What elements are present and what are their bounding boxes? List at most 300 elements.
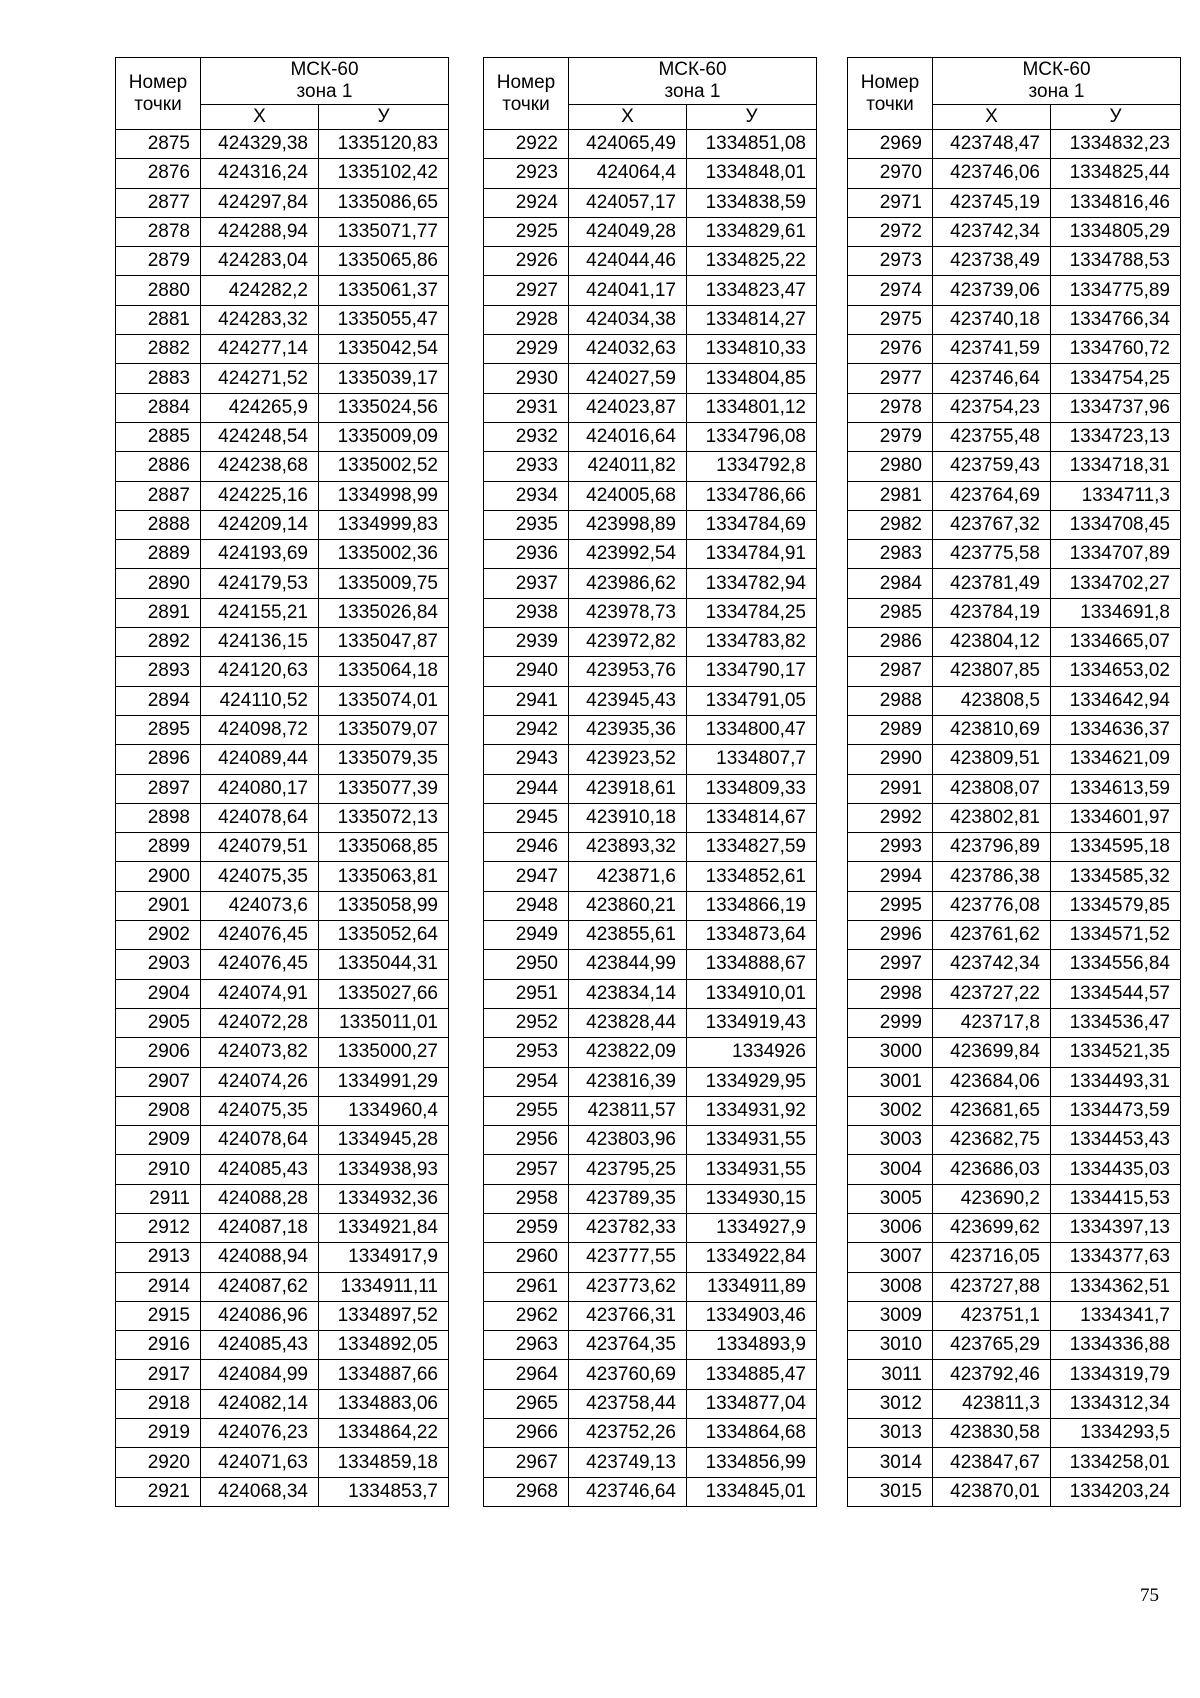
- x-cell: 423811,57: [569, 1096, 687, 1125]
- point-number-cell: 2984: [848, 569, 933, 598]
- y-cell: 1334804,85: [687, 364, 817, 393]
- y-cell: 1334711,3: [1051, 481, 1181, 510]
- table-row: [116, 217, 449, 246]
- x-cell: 423796,89: [933, 833, 1051, 862]
- x-cell: 423816,39: [569, 1067, 687, 1096]
- x-cell: 423754,23: [933, 393, 1051, 422]
- table-row: [484, 217, 817, 246]
- point-number-cell: 2882: [116, 335, 201, 364]
- table-row: [848, 686, 1181, 715]
- table-row: [848, 364, 1181, 393]
- y-cell: 1334829,61: [687, 217, 817, 246]
- x-cell: 423844,99: [569, 950, 687, 979]
- point-number-cell: 2903: [116, 950, 201, 979]
- x-cell: 424057,17: [569, 188, 687, 217]
- x-cell: 424071,63: [201, 1448, 319, 1477]
- table-row: [484, 1419, 817, 1448]
- y-cell: 1334621,09: [1051, 745, 1181, 774]
- x-cell: 424065,49: [569, 130, 687, 159]
- table-row: [848, 1126, 1181, 1155]
- table-row: [848, 188, 1181, 217]
- x-cell: 423855,61: [569, 921, 687, 950]
- y-cell: 1334707,89: [1051, 540, 1181, 569]
- y-cell: 1334691,8: [1051, 598, 1181, 627]
- table-row: [116, 686, 449, 715]
- x-header: X: [933, 105, 1051, 130]
- x-cell: 423765,29: [933, 1331, 1051, 1360]
- x-cell: 424027,59: [569, 364, 687, 393]
- table-row: [116, 1008, 449, 1037]
- x-cell: 423789,35: [569, 1184, 687, 1213]
- x-cell: 424076,45: [201, 950, 319, 979]
- point-number-cell: 2918: [116, 1389, 201, 1418]
- point-number-cell: 2935: [484, 510, 569, 539]
- point-number-cell: 2899: [116, 833, 201, 862]
- y-cell: 1335052,64: [319, 921, 449, 950]
- x-cell: 423910,18: [569, 803, 687, 832]
- y-cell: 1335061,37: [319, 276, 449, 305]
- table-row: [484, 540, 817, 569]
- y-cell: 1334415,53: [1051, 1184, 1181, 1213]
- y-cell: 1335055,47: [319, 305, 449, 334]
- y-cell: 1334556,84: [1051, 950, 1181, 979]
- y-cell: 1334760,72: [1051, 335, 1181, 364]
- y-cell: 1334784,69: [687, 510, 817, 539]
- x-cell: 423781,49: [933, 569, 1051, 598]
- point-number-cell: 2920: [116, 1448, 201, 1477]
- y-cell: 1334814,67: [687, 803, 817, 832]
- y-cell: 1334642,94: [1051, 686, 1181, 715]
- table-row: [848, 1213, 1181, 1242]
- x-cell: 423809,51: [933, 745, 1051, 774]
- table-row: [848, 569, 1181, 598]
- point-number-cell: 2978: [848, 393, 933, 422]
- y-cell: 1335009,09: [319, 422, 449, 451]
- y-cell: 1334493,31: [1051, 1067, 1181, 1096]
- table-row: [484, 1389, 817, 1418]
- point-number-cell: 2878: [116, 217, 201, 246]
- y-cell: 1334783,82: [687, 628, 817, 657]
- table-row: [116, 803, 449, 832]
- table-row: [848, 247, 1181, 276]
- y-cell: 1335068,85: [319, 833, 449, 862]
- y-cell: 1334796,08: [687, 422, 817, 451]
- x-cell: 423808,07: [933, 774, 1051, 803]
- x-cell: 424032,63: [569, 335, 687, 364]
- table-row: [848, 1008, 1181, 1037]
- y-header: У: [687, 105, 817, 130]
- table-row: [848, 1038, 1181, 1067]
- table-row: [116, 657, 449, 686]
- point-number-cell: 2887: [116, 481, 201, 510]
- table-row: [484, 686, 817, 715]
- y-header: У: [1051, 105, 1181, 130]
- table-row: [116, 393, 449, 422]
- x-cell: 423684,06: [933, 1067, 1051, 1096]
- y-cell: 1334665,07: [1051, 628, 1181, 657]
- table-row: [116, 1272, 449, 1301]
- x-cell: 423745,19: [933, 188, 1051, 217]
- point-number-cell: 2965: [484, 1389, 569, 1418]
- point-number-cell: 2928: [484, 305, 569, 334]
- x-cell: 423741,59: [933, 335, 1051, 364]
- table-row: [484, 247, 817, 276]
- y-cell: 1334845,01: [687, 1477, 817, 1506]
- y-cell: 1334792,8: [687, 452, 817, 481]
- point-number-cell: 2883: [116, 364, 201, 393]
- x-cell: 424005,68: [569, 481, 687, 510]
- y-cell: 1334838,59: [687, 188, 817, 217]
- x-cell: 424084,99: [201, 1360, 319, 1389]
- y-cell: 1334544,57: [1051, 979, 1181, 1008]
- table-row: [484, 569, 817, 598]
- x-cell: 424086,96: [201, 1301, 319, 1330]
- x-cell: 423972,82: [569, 628, 687, 657]
- y-cell: 1334653,02: [1051, 657, 1181, 686]
- table-row: [848, 130, 1181, 159]
- table-row: [116, 921, 449, 950]
- point-number-cell: 2994: [848, 862, 933, 891]
- table-row: [848, 1184, 1181, 1213]
- table-row: [848, 422, 1181, 451]
- point-number-cell: 2950: [484, 950, 569, 979]
- table-row: [116, 774, 449, 803]
- y-cell: 1334571,52: [1051, 921, 1181, 950]
- y-cell: 1334922,84: [687, 1243, 817, 1272]
- x-cell: 424316,24: [201, 159, 319, 188]
- x-cell: 423739,06: [933, 276, 1051, 305]
- point-number-cell: 2990: [848, 745, 933, 774]
- point-number-cell: 2900: [116, 862, 201, 891]
- point-number-cell: 2955: [484, 1096, 569, 1125]
- y-cell: 1335047,87: [319, 628, 449, 657]
- x-cell: 423802,81: [933, 803, 1051, 832]
- table-row: [848, 891, 1181, 920]
- point-number-cell: 2906: [116, 1038, 201, 1067]
- point-number-cell: 2932: [484, 422, 569, 451]
- y-cell: 1334866,19: [687, 891, 817, 920]
- x-cell: 423764,69: [933, 481, 1051, 510]
- point-number-cell: 3000: [848, 1038, 933, 1067]
- y-cell: 1335027,66: [319, 979, 449, 1008]
- x-cell: 424089,44: [201, 745, 319, 774]
- point-number-cell: 2879: [116, 247, 201, 276]
- table-row: [848, 217, 1181, 246]
- x-cell: 423871,6: [569, 862, 687, 891]
- point-number-cell: 2890: [116, 569, 201, 598]
- y-cell: 1334864,68: [687, 1419, 817, 1448]
- x-cell: 423742,34: [933, 950, 1051, 979]
- x-cell: 423751,1: [933, 1301, 1051, 1330]
- y-cell: 1334312,34: [1051, 1389, 1181, 1418]
- y-cell: 1335079,35: [319, 745, 449, 774]
- x-cell: 423992,54: [569, 540, 687, 569]
- table-row: [484, 1126, 817, 1155]
- point-number-cell: 2941: [484, 686, 569, 715]
- y-cell: 1334893,9: [687, 1331, 817, 1360]
- y-cell: 1334931,55: [687, 1155, 817, 1184]
- table-row: [484, 276, 817, 305]
- point-number-cell: 2988: [848, 686, 933, 715]
- table-row: [116, 1301, 449, 1330]
- y-cell: 1335086,65: [319, 188, 449, 217]
- x-cell: 423986,62: [569, 569, 687, 598]
- point-number-cell: 2880: [116, 276, 201, 305]
- point-number-cell: 2917: [116, 1360, 201, 1389]
- y-cell: 1334293,5: [1051, 1419, 1181, 1448]
- table-row: [848, 1272, 1181, 1301]
- table-row: [116, 1243, 449, 1272]
- x-cell: 423716,05: [933, 1243, 1051, 1272]
- x-cell: 423727,88: [933, 1272, 1051, 1301]
- table-row: [484, 1038, 817, 1067]
- table-row: [116, 510, 449, 539]
- point-number-cell: 2934: [484, 481, 569, 510]
- table-row: [848, 1067, 1181, 1096]
- x-cell: 423803,96: [569, 1126, 687, 1155]
- point-number-cell: 2948: [484, 891, 569, 920]
- y-cell: 1335009,75: [319, 569, 449, 598]
- x-cell: 424080,17: [201, 774, 319, 803]
- x-cell: 423792,46: [933, 1360, 1051, 1389]
- table-row: [484, 510, 817, 539]
- point-number-cell: 2881: [116, 305, 201, 334]
- point-number-cell: 3007: [848, 1243, 933, 1272]
- y-cell: 1334903,46: [687, 1301, 817, 1330]
- point-number-cell: 3011: [848, 1360, 933, 1389]
- point-number-cell: 2926: [484, 247, 569, 276]
- point-number-cell: 3010: [848, 1331, 933, 1360]
- point-number-cell: 2886: [116, 452, 201, 481]
- x-cell: 423860,21: [569, 891, 687, 920]
- x-cell: 423755,48: [933, 422, 1051, 451]
- y-cell: 1335011,01: [319, 1008, 449, 1037]
- point-number-cell: 2979: [848, 422, 933, 451]
- point-number-cell: 2966: [484, 1419, 569, 1448]
- x-cell: 423808,5: [933, 686, 1051, 715]
- x-cell: 423738,49: [933, 247, 1051, 276]
- table-row: [484, 452, 817, 481]
- table-row: [484, 1448, 817, 1477]
- y-cell: 1334827,59: [687, 833, 817, 862]
- y-cell: 1334853,7: [319, 1477, 449, 1506]
- y-cell: 1335002,36: [319, 540, 449, 569]
- x-cell: 423953,76: [569, 657, 687, 686]
- point-number-cell: 2911: [116, 1184, 201, 1213]
- point-number-cell: 2904: [116, 979, 201, 1008]
- table-row: [484, 891, 817, 920]
- y-cell: 1334636,37: [1051, 715, 1181, 744]
- x-cell: 424085,43: [201, 1331, 319, 1360]
- coordinate-system-header: МСК-60 зона 1: [201, 58, 449, 105]
- x-cell: 423807,85: [933, 657, 1051, 686]
- table-row: [484, 1096, 817, 1125]
- table-row: [848, 335, 1181, 364]
- table-row: [484, 1331, 817, 1360]
- y-cell: 1334892,05: [319, 1331, 449, 1360]
- point-number-cell: 2891: [116, 598, 201, 627]
- y-cell: 1335000,27: [319, 1038, 449, 1067]
- x-cell: 423699,84: [933, 1038, 1051, 1067]
- point-number-cell: 2953: [484, 1038, 569, 1067]
- x-cell: 423923,52: [569, 745, 687, 774]
- x-cell: 424076,45: [201, 921, 319, 950]
- table-row: [484, 335, 817, 364]
- y-cell: 1334932,36: [319, 1184, 449, 1213]
- x-cell: 423978,73: [569, 598, 687, 627]
- point-number-cell: 3012: [848, 1389, 933, 1418]
- x-cell: 423822,09: [569, 1038, 687, 1067]
- x-header: X: [201, 105, 319, 130]
- x-cell: 424074,26: [201, 1067, 319, 1096]
- point-number-cell: 2939: [484, 628, 569, 657]
- table-row: [848, 921, 1181, 950]
- point-number-cell: 2894: [116, 686, 201, 715]
- table-row: [848, 510, 1181, 539]
- y-cell: 1335079,07: [319, 715, 449, 744]
- point-number-cell: 2970: [848, 159, 933, 188]
- table-row: [116, 598, 449, 627]
- x-cell: 423776,08: [933, 891, 1051, 920]
- table-row: [116, 364, 449, 393]
- x-cell: 424087,18: [201, 1213, 319, 1242]
- y-cell: 1334341,7: [1051, 1301, 1181, 1330]
- table-row: [116, 335, 449, 364]
- point-number-cell: 2961: [484, 1272, 569, 1301]
- table-row: [484, 950, 817, 979]
- point-number-cell: 2919: [116, 1419, 201, 1448]
- y-header: У: [319, 105, 449, 130]
- y-cell: 1334473,59: [1051, 1096, 1181, 1125]
- x-cell: 424075,35: [201, 862, 319, 891]
- point-number-cell: 2940: [484, 657, 569, 686]
- table-row: [848, 1331, 1181, 1360]
- y-cell: 1334917,9: [319, 1243, 449, 1272]
- y-cell: 1334960,4: [319, 1096, 449, 1125]
- point-number-cell: 2888: [116, 510, 201, 539]
- table-row: [116, 540, 449, 569]
- x-cell: 424076,23: [201, 1419, 319, 1448]
- x-cell: 424073,6: [201, 891, 319, 920]
- point-number-cell: 2914: [116, 1272, 201, 1301]
- y-cell: 1335002,52: [319, 452, 449, 481]
- x-cell: 423752,26: [569, 1419, 687, 1448]
- point-number-cell: 2916: [116, 1331, 201, 1360]
- point-number-cell: 2884: [116, 393, 201, 422]
- table-row: [848, 159, 1181, 188]
- x-cell: 424073,82: [201, 1038, 319, 1067]
- x-cell: 423795,25: [569, 1155, 687, 1184]
- table-row: [848, 950, 1181, 979]
- point-number-cell: 3009: [848, 1301, 933, 1330]
- y-cell: 1334897,52: [319, 1301, 449, 1330]
- table-row: [116, 1038, 449, 1067]
- y-cell: 1334998,99: [319, 481, 449, 510]
- point-number-cell: 2985: [848, 598, 933, 627]
- point-number-cell: 2998: [848, 979, 933, 1008]
- y-cell: 1335044,31: [319, 950, 449, 979]
- point-number-cell: 3013: [848, 1419, 933, 1448]
- y-cell: 1335026,84: [319, 598, 449, 627]
- x-cell: 423784,19: [933, 598, 1051, 627]
- table-row: [116, 422, 449, 451]
- table-row: [484, 159, 817, 188]
- table-row: [116, 276, 449, 305]
- table-row: [484, 188, 817, 217]
- table-row: [848, 481, 1181, 510]
- y-cell: 1335077,39: [319, 774, 449, 803]
- x-cell: 423804,12: [933, 628, 1051, 657]
- y-cell: 1334579,85: [1051, 891, 1181, 920]
- y-cell: 1334258,01: [1051, 1448, 1181, 1477]
- table-row: [848, 393, 1181, 422]
- point-number-cell: 2893: [116, 657, 201, 686]
- table-row: [848, 1096, 1181, 1125]
- y-cell: 1334848,01: [687, 159, 817, 188]
- y-cell: 1335065,86: [319, 247, 449, 276]
- x-cell: 424072,28: [201, 1008, 319, 1037]
- point-number-cell: 2959: [484, 1213, 569, 1242]
- table-row: [116, 1213, 449, 1242]
- y-cell: 1334397,13: [1051, 1213, 1181, 1242]
- x-cell: 423749,13: [569, 1448, 687, 1477]
- point-number-cell: 3001: [848, 1067, 933, 1096]
- point-number-cell: 2895: [116, 715, 201, 744]
- x-cell: 424136,15: [201, 628, 319, 657]
- point-number-cell: 2889: [116, 540, 201, 569]
- point-number-cell: 2898: [116, 803, 201, 832]
- point-number-cell: 2931: [484, 393, 569, 422]
- table-row: [484, 1243, 817, 1272]
- y-cell: 1334911,11: [319, 1272, 449, 1301]
- point-number-cell: 2989: [848, 715, 933, 744]
- point-number-cell: 2925: [484, 217, 569, 246]
- table-row: [484, 1301, 817, 1330]
- table-row: [848, 598, 1181, 627]
- y-cell: 1334852,61: [687, 862, 817, 891]
- x-cell: 424011,82: [569, 452, 687, 481]
- point-number-cell: 2892: [116, 628, 201, 657]
- y-cell: 1334754,25: [1051, 364, 1181, 393]
- x-cell: 423764,35: [569, 1331, 687, 1360]
- x-cell: 423682,75: [933, 1126, 1051, 1155]
- table-row: [484, 1067, 817, 1096]
- x-cell: 423998,89: [569, 510, 687, 539]
- table-row: [848, 1155, 1181, 1184]
- point-number-cell: 3008: [848, 1272, 933, 1301]
- x-cell: 423742,34: [933, 217, 1051, 246]
- table-row: [116, 1126, 449, 1155]
- y-cell: 1334931,55: [687, 1126, 817, 1155]
- y-cell: 1334805,29: [1051, 217, 1181, 246]
- x-cell: 424209,14: [201, 510, 319, 539]
- table-row: [116, 481, 449, 510]
- point-number-cell: 2954: [484, 1067, 569, 1096]
- table-row: [116, 1096, 449, 1125]
- x-cell: 424277,14: [201, 335, 319, 364]
- table-row: [484, 803, 817, 832]
- point-number-cell: 2924: [484, 188, 569, 217]
- point-number-cell: 2968: [484, 1477, 569, 1506]
- x-cell: 424283,32: [201, 305, 319, 334]
- y-cell: 1334718,31: [1051, 452, 1181, 481]
- x-cell: 424155,21: [201, 598, 319, 627]
- x-cell: 423760,69: [569, 1360, 687, 1389]
- x-cell: 423782,33: [569, 1213, 687, 1242]
- table-row: [116, 833, 449, 862]
- y-cell: 1334536,47: [1051, 1008, 1181, 1037]
- table-row: [848, 276, 1181, 305]
